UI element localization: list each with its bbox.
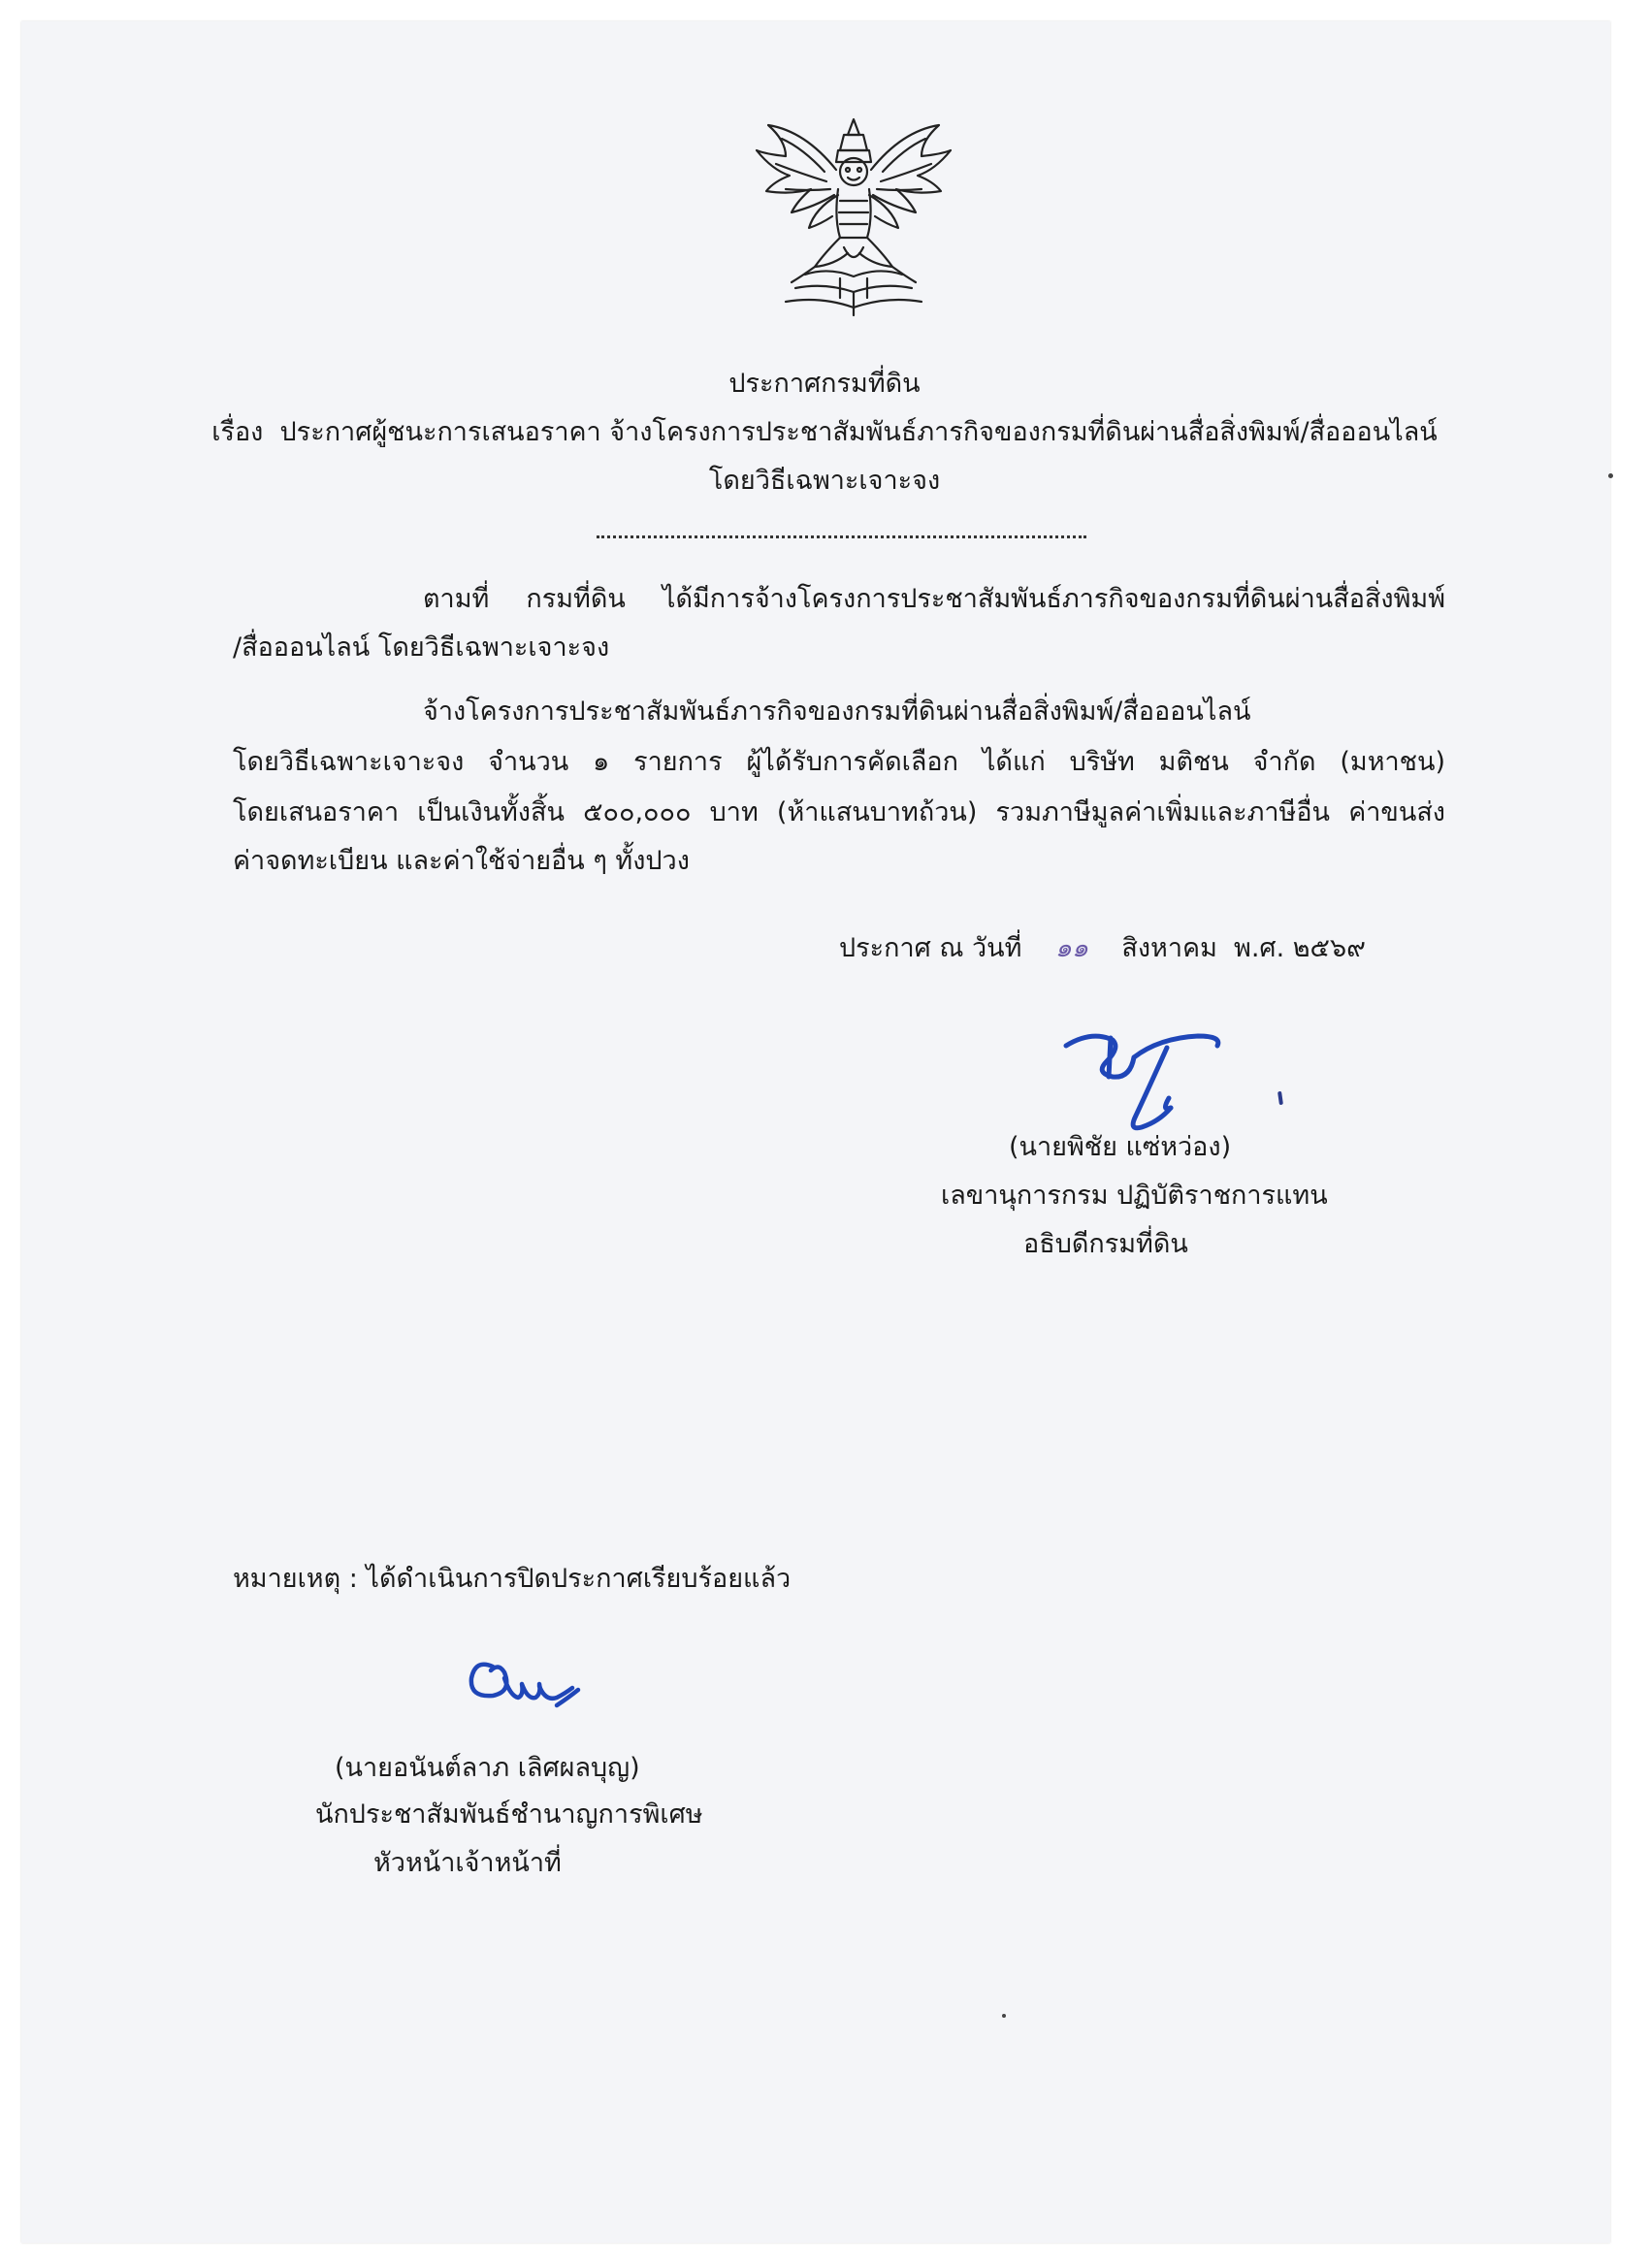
paragraph2-line1: จ้างโครงการประชาสัมพันธ์ภารกิจของกรมที่ดินผ่านสื่อสิ่งพิมพ์/สื่อออนไลน์ [423, 697, 1251, 727]
signature-officer [464, 1649, 590, 1736]
paragraph2-line2: โดยวิธีเฉพาะเจาะจง จำนวน ๑ รายการ ผู้ได้รับการคัดเลือก ได้แก่ บริษัท มติชน จำกัด (มหาชน) [233, 747, 1445, 777]
signature-signatory [1052, 1019, 1246, 1145]
announcement-subject [0, 415, 1649, 450]
paper-speck [1608, 473, 1613, 478]
officer-position-2: หัวหน้าเจ้าหน้าที่ [373, 1848, 562, 1878]
signatory-name: (นายพิชัย แซ่หว่อง) [1009, 1132, 1232, 1162]
paragraph1-line1: ตามที่ กรมที่ดิน ได้มีการจ้างโครงการประชาสัมพันธ์ภารกิจของกรมที่ดินผ่านสื่อสิ่งพิมพ์ [423, 584, 1445, 614]
date-month: สิงหาคม [1121, 933, 1217, 963]
officer-name: (นายอนันต์ลาภ เลิศผลบุญ) [335, 1753, 640, 1783]
paper-speck [1002, 2014, 1006, 2018]
document-sheet [21, 21, 1610, 2243]
subject-text: ประกาศผู้ชนะการเสนอราคา จ้างโครงการประชาสัมพันธ์ภารกิจของกรมที่ดินผ่านสื่อสิ่งพิมพ์/สื่อออนไลน์ [279, 417, 1438, 447]
officer-position: นักประชาสัมพันธ์ชำนาญการพิเศษ [315, 1799, 703, 1830]
paragraph1-line2: /สื่อออนไลน์ โดยวิธีเฉพาะเจาะจง [233, 632, 610, 663]
signatory-position: เลขานุการกรม ปฏิบัติราชการแทน [941, 1181, 1328, 1211]
paragraph2-line4: ค่าจดทะเบียน และค่าใช้จ่ายอื่น ๆ ทั้งปวง [233, 846, 690, 876]
announcement-date [839, 931, 1366, 966]
posting-note: หมายเหตุ : ได้ดำเนินการปิดประกาศเรียบร้อยแล้ว [233, 1564, 792, 1594]
announcement-title: ประกาศกรมที่ดิน [728, 369, 921, 399]
garuda-emblem-icon [747, 112, 960, 320]
date-prefix: ประกาศ ณ วันที่ [839, 933, 1022, 963]
procurement-method: โดยวิธีเฉพาะเจาะจง [708, 466, 941, 496]
dotted-divider [597, 535, 1086, 538]
date-day: ๑๑ [1054, 933, 1089, 963]
date-year: พ.ศ. ๒๕๖๙ [1234, 933, 1366, 963]
paragraph2-line3: โดยเสนอราคา เป็นเงินทั้งสิ้น ๕๐๐,๐๐๐ บาท (ห้าแสนบาทถ้วน) รวมภาษีมูลค่าเพิ่มและภาษีอื่น ค่าขนส่ง [233, 797, 1445, 827]
subject-label: เรื่อง [211, 417, 264, 447]
signatory-position-2: อธิบดีกรมที่ดิน [1023, 1229, 1188, 1259]
